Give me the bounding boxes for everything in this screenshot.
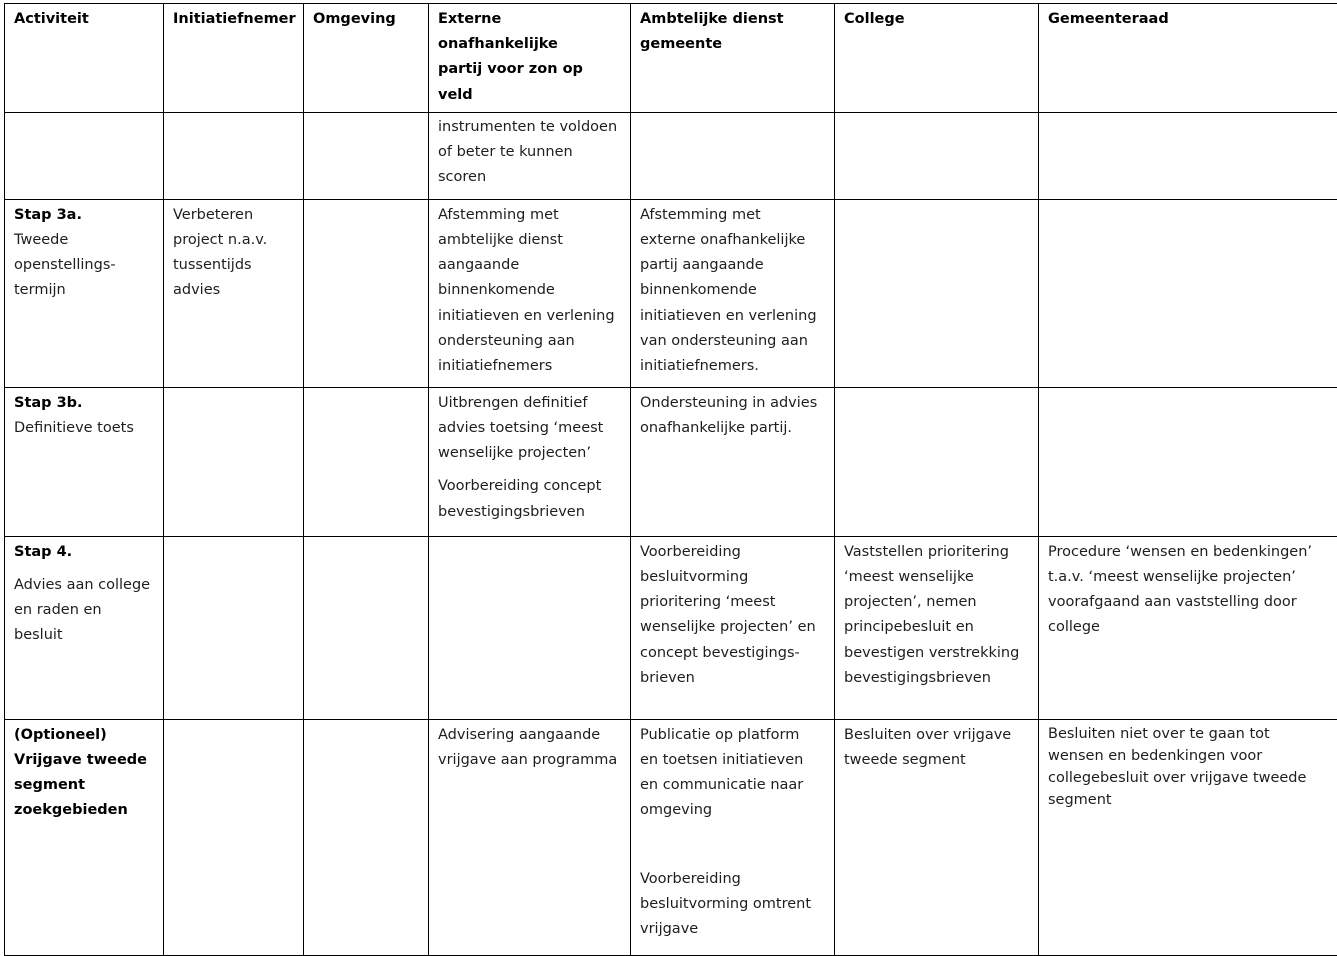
cell-activity: Stap 3b. Definitieve toets <box>5 387 164 536</box>
header-gemeenteraad: Gemeenteraad <box>1039 4 1337 113</box>
step-label: Stap 4. <box>14 544 72 560</box>
cell-initiatiefnemer: Verbeteren project n.a.v. tussentijds advies <box>164 199 304 387</box>
cell-college <box>835 199 1039 387</box>
cell-activity: (Optioneel) Vrijgave tweede segment zoekgebieden <box>5 719 164 955</box>
table-row <box>5 719 1337 955</box>
process-table <box>4 3 1337 956</box>
cell-ambtelijke: Ondersteuning in advies onafhankelijke partij. <box>631 387 835 536</box>
cell-externe: instrumenten te voldoen of beter te kunnen scoren <box>429 112 631 199</box>
header-ambtelijke-dienst: Ambtelijke dienst gemeente <box>631 4 835 113</box>
cell-externe: Afstemming met ambtelijke dienst aangaande binnenkomende initiatieven en verlening ondersteuning aan initiatiefnemers <box>429 199 631 387</box>
cell-ambtelijke: Afstemming met externe onafhankelijke partij aangaande binnenkomende initiatieven en verlening van ondersteuning aan initiatiefnemers. <box>631 199 835 387</box>
cell-omgeving <box>304 719 429 955</box>
cell-externe: Uitbrengen definitief advies toetsing ‘meest wenselijke projecten’ Voorbereiding concept bevestigingsbrieven <box>429 387 631 536</box>
cell-initiatiefnemer <box>164 536 304 719</box>
cell-externe <box>429 536 631 719</box>
cell-college: Vaststellen prioritering ‘meest wenselijke projecten’, nemen principebesluit en bevestigen verstrekking bevestigingsbrieven <box>835 536 1039 719</box>
cell-college <box>835 387 1039 536</box>
cell-activity: Stap 3a. Tweede openstellings- termijn <box>5 199 164 387</box>
cell-ambtelijke <box>631 112 835 199</box>
step-label: Stap 3b. <box>14 395 83 411</box>
header-row <box>5 4 1337 113</box>
cell-activity: Stap 4. Advies aan college en raden en besluit <box>5 536 164 719</box>
table-row <box>5 199 1337 387</box>
table-row <box>5 536 1337 719</box>
cell-ambtelijke: Voorbereiding besluitvorming prioritering ‘meest wenselijke projecten’ en concept bevestigings- brieven <box>631 536 835 719</box>
header-omgeving: Omgeving <box>304 4 429 113</box>
cell-college: Besluiten over vrijgave tweede segment <box>835 719 1039 955</box>
table-row <box>5 112 1337 199</box>
cell-gemeenteraad <box>1039 112 1337 199</box>
step-label: Stap 3a. <box>14 207 82 223</box>
cell-omgeving <box>304 199 429 387</box>
cell-omgeving <box>304 536 429 719</box>
cell-college <box>835 112 1039 199</box>
cell-initiatiefnemer <box>164 719 304 955</box>
table-row <box>5 387 1337 536</box>
cell-activity <box>5 112 164 199</box>
cell-initiatiefnemer <box>164 387 304 536</box>
cell-gemeenteraad <box>1039 387 1337 536</box>
cell-gemeenteraad: Besluiten niet over te gaan tot wensen en bedenkingen voor collegebesluit over vrijgave tweede segment <box>1039 719 1337 955</box>
header-externe-partij: Externe onafhankelijke partij voor zon op veld <box>429 4 631 113</box>
cell-gemeenteraad <box>1039 199 1337 387</box>
header-college: College <box>835 4 1039 113</box>
cell-gemeenteraad: Procedure ‘wensen en bedenkingen’ t.a.v. ‘meest wenselijke projecten’ voorafgaand aan vaststelling door college <box>1039 536 1337 719</box>
cell-omgeving <box>304 112 429 199</box>
header-activiteit: Activiteit <box>5 4 164 113</box>
cell-omgeving <box>304 387 429 536</box>
cell-initiatiefnemer <box>164 112 304 199</box>
header-initiatiefnemer: Initiatiefnemer <box>164 4 304 113</box>
cell-externe: Advisering aangaande vrijgave aan programma <box>429 719 631 955</box>
cell-ambtelijke: Publicatie op platform en toetsen initiatieven en communicatie naar omgeving Voorbereiding besluitvorming omtrent vrijgave <box>631 719 835 955</box>
